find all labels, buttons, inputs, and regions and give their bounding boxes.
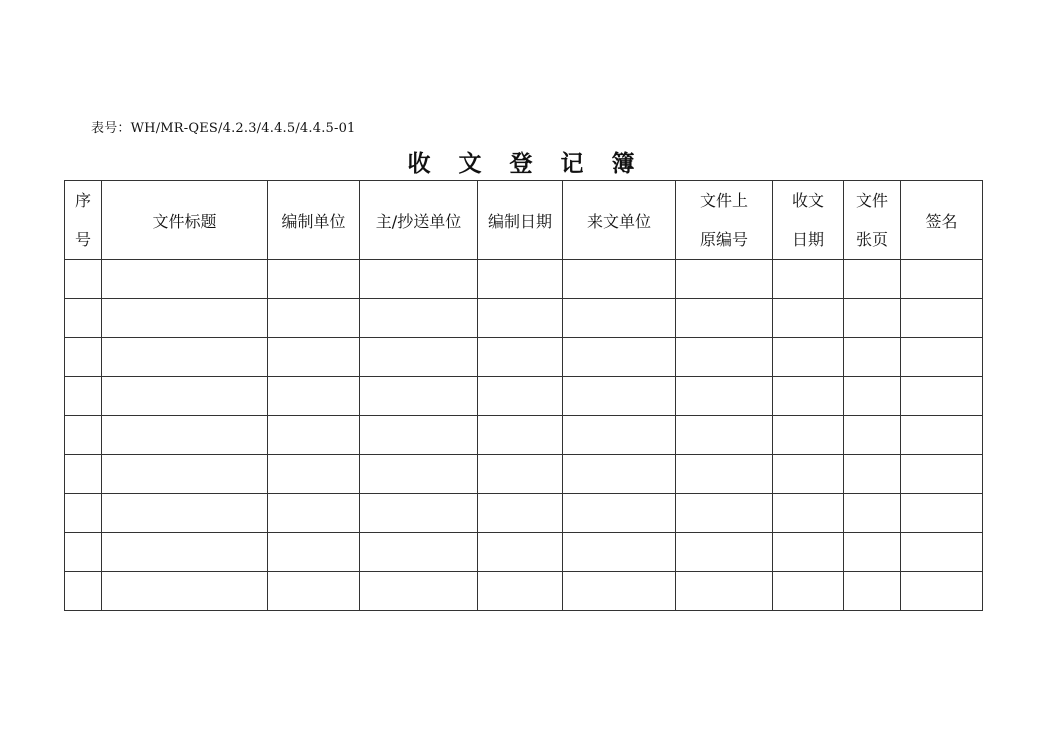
serial-cell[interactable] — [65, 416, 102, 455]
header-original-number — [676, 181, 773, 260]
original-number-cell[interactable] — [676, 533, 773, 572]
serial-cell[interactable] — [65, 299, 102, 338]
table-row — [65, 299, 983, 338]
page-count-cell[interactable] — [844, 260, 901, 299]
cell-value[interactable] — [360, 260, 477, 298]
header-document-title-label: 文件标题 — [152, 211, 217, 231]
table-row — [65, 377, 983, 416]
cell-value[interactable] — [844, 338, 900, 376]
cell-value[interactable] — [268, 299, 359, 337]
cell-value[interactable] — [102, 416, 267, 454]
issue-date-cell[interactable] — [478, 299, 563, 338]
document-title-cell[interactable] — [102, 260, 268, 299]
page-count-cell[interactable] — [844, 494, 901, 533]
page-title: 收 文 登 记 簿 — [407, 151, 645, 177]
cell-value[interactable] — [360, 494, 477, 532]
cell-value[interactable] — [478, 299, 562, 337]
issuing-unit-cell[interactable] — [268, 533, 360, 572]
cell-value[interactable] — [360, 299, 477, 337]
original-number-cell[interactable] — [676, 260, 773, 299]
header-page-count — [844, 181, 901, 260]
sender-unit-cell[interactable] — [563, 260, 676, 299]
table-row — [65, 533, 983, 572]
receive-date-cell[interactable] — [773, 299, 844, 338]
sender-unit-cell[interactable] — [563, 572, 676, 611]
cell-value[interactable] — [478, 533, 562, 571]
table-row — [65, 494, 983, 533]
header-sender-unit-label: 来文单位 — [586, 211, 651, 231]
cell-value[interactable] — [676, 260, 772, 298]
cell-value[interactable] — [773, 494, 843, 532]
original-number-cell[interactable] — [676, 416, 773, 455]
cell-value[interactable] — [773, 299, 843, 337]
receive-date-cell[interactable] — [773, 416, 844, 455]
document-title-cell[interactable] — [102, 299, 268, 338]
main-cc-unit-cell[interactable] — [360, 533, 478, 572]
issuing-unit-cell[interactable] — [268, 299, 360, 338]
receive-date-cell[interactable] — [773, 455, 844, 494]
original-number-cell[interactable] — [676, 377, 773, 416]
signature-cell[interactable] — [901, 455, 983, 494]
cell-value[interactable] — [901, 299, 982, 337]
cell-value[interactable] — [901, 416, 982, 454]
cell-value[interactable] — [773, 572, 843, 610]
page-count-cell[interactable] — [844, 416, 901, 455]
cell-value[interactable] — [676, 299, 772, 337]
original-number-cell[interactable] — [676, 338, 773, 377]
cell-value[interactable] — [773, 377, 843, 415]
header-receive-date-line-2: 日期 — [791, 230, 824, 249]
receive-date-cell[interactable] — [773, 494, 844, 533]
cell-value[interactable] — [102, 260, 267, 298]
cell-value[interactable] — [563, 338, 675, 376]
cell-value[interactable] — [676, 572, 772, 610]
cell-value[interactable] — [268, 572, 359, 610]
cell-value[interactable] — [478, 572, 562, 610]
issuing-unit-cell[interactable] — [268, 494, 360, 533]
cell-value[interactable] — [65, 416, 101, 454]
table-row — [65, 572, 983, 611]
header-page-count-line-1: 文件 — [855, 191, 888, 210]
header-serial-line-2: 号 — [74, 230, 91, 249]
cell-value[interactable] — [563, 416, 675, 454]
cell-value[interactable] — [773, 338, 843, 376]
cell-value[interactable] — [901, 494, 982, 532]
document-title-cell[interactable] — [102, 338, 268, 377]
document-title-cell[interactable] — [102, 572, 268, 611]
cell-value[interactable] — [676, 455, 772, 493]
cell-value[interactable] — [478, 338, 562, 376]
header-issuing-unit — [268, 181, 360, 260]
cell-value[interactable] — [773, 455, 843, 493]
cell-value[interactable] — [676, 338, 772, 376]
main-cc-unit-cell[interactable] — [360, 572, 478, 611]
issuing-unit-cell[interactable] — [268, 377, 360, 416]
signature-cell[interactable] — [901, 494, 983, 533]
table-row — [65, 416, 983, 455]
header-signature — [901, 181, 983, 260]
header-original-number-line-1: 文件上 — [699, 191, 748, 210]
page-count-cell[interactable] — [844, 377, 901, 416]
serial-cell[interactable] — [65, 455, 102, 494]
cell-value[interactable] — [268, 416, 359, 454]
cell-value[interactable] — [360, 338, 477, 376]
form-number: 表号：WH/MR-QES/4.2.3/4.4.5/4.4.5-01 — [91, 121, 356, 136]
issue-date-cell[interactable] — [478, 533, 563, 572]
main-cc-unit-cell[interactable] — [360, 377, 478, 416]
issuing-unit-cell[interactable] — [268, 572, 360, 611]
page-count-cell[interactable] — [844, 533, 901, 572]
cell-value[interactable] — [563, 572, 675, 610]
header-receive-date-line-1: 收文 — [791, 191, 824, 210]
cell-value[interactable] — [268, 455, 359, 493]
cell-value[interactable] — [65, 494, 101, 532]
cell-value[interactable] — [563, 260, 675, 298]
signature-cell[interactable] — [901, 338, 983, 377]
cell-value[interactable] — [676, 416, 772, 454]
cell-value[interactable] — [901, 260, 982, 298]
main-cc-unit-cell[interactable] — [360, 494, 478, 533]
cell-value[interactable] — [65, 299, 101, 337]
sender-unit-cell[interactable] — [563, 377, 676, 416]
cell-value[interactable] — [901, 377, 982, 415]
cell-value[interactable] — [563, 533, 675, 571]
cell-value[interactable] — [102, 455, 267, 493]
cell-value[interactable] — [478, 416, 562, 454]
main-cc-unit-cell[interactable] — [360, 260, 478, 299]
cell-value[interactable] — [65, 455, 101, 493]
cell-value[interactable] — [844, 455, 900, 493]
page-count-cell[interactable] — [844, 572, 901, 611]
serial-cell[interactable] — [65, 533, 102, 572]
header-issuing-unit-label: 编制单位 — [281, 211, 346, 231]
cell-value[interactable] — [844, 260, 900, 298]
signature-cell[interactable] — [901, 377, 983, 416]
cell-value[interactable] — [676, 377, 772, 415]
receipt-register-table — [64, 180, 983, 611]
cell-value[interactable] — [773, 416, 843, 454]
cell-value[interactable] — [65, 533, 101, 571]
signature-cell[interactable] — [901, 416, 983, 455]
cell-value[interactable] — [676, 533, 772, 571]
table-header — [65, 181, 983, 260]
signature-cell[interactable] — [901, 533, 983, 572]
cell-value[interactable] — [563, 494, 675, 532]
cell-value[interactable] — [844, 377, 900, 415]
receive-date-cell[interactable] — [773, 260, 844, 299]
page-count-cell[interactable] — [844, 338, 901, 377]
sender-unit-cell[interactable] — [563, 299, 676, 338]
cell-value[interactable] — [563, 299, 675, 337]
cell-value[interactable] — [102, 533, 267, 571]
cell-value[interactable] — [844, 416, 900, 454]
header-page-count-line-2: 张页 — [855, 230, 888, 249]
issue-date-cell[interactable] — [478, 377, 563, 416]
issue-date-cell[interactable] — [478, 455, 563, 494]
header-issue-date — [478, 181, 563, 260]
issue-date-cell[interactable] — [478, 260, 563, 299]
header-serial — [65, 181, 102, 260]
header-serial-line-1: 序 — [74, 191, 91, 210]
document-title-cell[interactable] — [102, 494, 268, 533]
original-number-cell[interactable] — [676, 494, 773, 533]
cell-value[interactable] — [65, 572, 101, 610]
cell-value[interactable] — [268, 533, 359, 571]
cell-value[interactable] — [102, 494, 267, 532]
cell-value[interactable] — [478, 377, 562, 415]
signature-cell[interactable] — [901, 260, 983, 299]
signature-cell[interactable] — [901, 572, 983, 611]
cell-value[interactable] — [268, 377, 359, 415]
table-row — [65, 260, 983, 299]
receive-date-cell[interactable] — [773, 572, 844, 611]
issue-date-cell[interactable] — [478, 494, 563, 533]
cell-value[interactable] — [360, 572, 477, 610]
cell-value[interactable] — [268, 260, 359, 298]
document-title-cell[interactable] — [102, 416, 268, 455]
document-title-cell[interactable] — [102, 533, 268, 572]
issuing-unit-cell[interactable] — [268, 338, 360, 377]
header-receive-date — [773, 181, 844, 260]
table-row — [65, 455, 983, 494]
cell-value[interactable] — [844, 494, 900, 532]
cell-value[interactable] — [844, 533, 900, 571]
main-cc-unit-cell[interactable] — [360, 455, 478, 494]
header-main-cc-unit-label: 主/抄送单位 — [375, 211, 462, 231]
cell-value[interactable] — [360, 377, 477, 415]
sender-unit-cell[interactable] — [563, 416, 676, 455]
document-title-cell[interactable] — [102, 377, 268, 416]
original-number-cell[interactable] — [676, 455, 773, 494]
cell-value[interactable] — [773, 260, 843, 298]
cell-value[interactable] — [360, 533, 477, 571]
header-sender-unit — [563, 181, 676, 260]
cell-value[interactable] — [102, 338, 267, 376]
original-number-cell[interactable] — [676, 299, 773, 338]
issuing-unit-cell[interactable] — [268, 455, 360, 494]
cell-value[interactable] — [563, 455, 675, 493]
issuing-unit-cell[interactable] — [268, 260, 360, 299]
sender-unit-cell[interactable] — [563, 338, 676, 377]
table-body — [65, 260, 983, 611]
signature-cell[interactable] — [901, 299, 983, 338]
main-cc-unit-cell[interactable] — [360, 338, 478, 377]
page-count-cell[interactable] — [844, 455, 901, 494]
cell-value[interactable] — [102, 572, 267, 610]
cell-value[interactable] — [901, 533, 982, 571]
receive-date-cell[interactable] — [773, 533, 844, 572]
serial-cell[interactable] — [65, 572, 102, 611]
issue-date-cell[interactable] — [478, 338, 563, 377]
receive-date-cell[interactable] — [773, 338, 844, 377]
cell-value[interactable] — [102, 299, 267, 337]
receive-date-cell[interactable] — [773, 377, 844, 416]
header-document-title — [102, 181, 268, 260]
header-main-cc-unit — [360, 181, 478, 260]
main-cc-unit-cell[interactable] — [360, 299, 478, 338]
cell-value[interactable] — [844, 299, 900, 337]
serial-cell[interactable] — [65, 494, 102, 533]
cell-value[interactable] — [268, 338, 359, 376]
issue-date-cell[interactable] — [478, 416, 563, 455]
cell-value[interactable] — [478, 260, 562, 298]
cell-value[interactable] — [65, 377, 101, 415]
main-cc-unit-cell[interactable] — [360, 416, 478, 455]
cell-value[interactable] — [360, 455, 477, 493]
cell-value[interactable] — [478, 494, 562, 532]
cell-value[interactable] — [563, 377, 675, 415]
cell-value[interactable] — [901, 572, 982, 610]
issue-date-cell[interactable] — [478, 572, 563, 611]
header-original-number-line-2: 原编号 — [699, 230, 748, 249]
cell-value[interactable] — [676, 494, 772, 532]
cell-value[interactable] — [65, 260, 101, 298]
cell-value[interactable] — [102, 377, 267, 415]
header-issue-date-label: 编制日期 — [487, 211, 552, 231]
cell-value[interactable] — [773, 533, 843, 571]
cell-value[interactable] — [360, 416, 477, 454]
serial-cell[interactable] — [65, 338, 102, 377]
table-row — [65, 338, 983, 377]
cell-value[interactable] — [901, 338, 982, 376]
original-number-cell[interactable] — [676, 572, 773, 611]
document-title-cell[interactable] — [102, 455, 268, 494]
cell-value[interactable] — [65, 338, 101, 376]
header-row — [65, 181, 983, 260]
header-signature-label: 签名 — [925, 211, 958, 231]
sender-unit-cell[interactable] — [563, 455, 676, 494]
cell-value[interactable] — [268, 494, 359, 532]
cell-value[interactable] — [844, 572, 900, 610]
issuing-unit-cell[interactable] — [268, 416, 360, 455]
cell-value[interactable] — [901, 455, 982, 493]
cell-value[interactable] — [478, 455, 562, 493]
page-count-cell[interactable] — [844, 299, 901, 338]
serial-cell[interactable] — [65, 377, 102, 416]
sender-unit-cell[interactable] — [563, 494, 676, 533]
serial-cell[interactable] — [65, 260, 102, 299]
sender-unit-cell[interactable] — [563, 533, 676, 572]
